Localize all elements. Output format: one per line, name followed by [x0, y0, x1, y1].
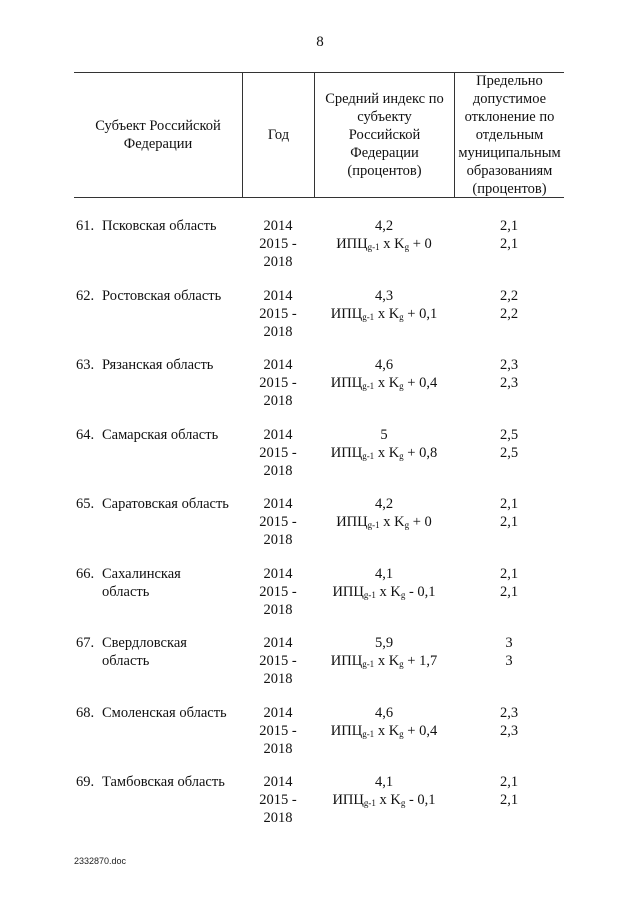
formula-subscript: g [399, 450, 404, 461]
region-name: Рязанская область [102, 357, 214, 373]
formula-multiplier: x K [374, 305, 400, 322]
year-cell [242, 426, 314, 480]
year-line: 2015 - [259, 583, 297, 600]
formula-subscript: g [404, 520, 410, 530]
region-name: Псковская область [102, 218, 217, 234]
formula-prefix: ИПЦ [330, 653, 363, 669]
average-index-cell [314, 356, 454, 392]
formula-subscript: g [399, 311, 404, 322]
year-line: 2014 [263, 635, 293, 651]
year-line: 2014 [263, 565, 293, 582]
deviation-value: 2,3 [499, 357, 519, 373]
year-cell [242, 704, 314, 758]
deviation-value: 2,2 [499, 305, 519, 322]
deviation-value: 3 [505, 653, 513, 669]
formula-subscript: g [404, 242, 410, 252]
year-line: 2018 [263, 532, 293, 548]
header-year: Год [242, 73, 314, 197]
formula-subscript: g [400, 798, 406, 808]
max-deviation-cell [454, 634, 564, 670]
formula-adjustment: + 1,7 [403, 653, 438, 669]
average-index-cell [314, 495, 454, 531]
table-row [74, 217, 564, 283]
deviation-value: 2,3 [499, 375, 519, 391]
page-number: 8 [316, 34, 324, 50]
deviation-value: 2,1 [499, 218, 519, 234]
index-formula [314, 444, 454, 462]
formula-prefix: ИПЦ [330, 375, 363, 391]
formula-multiplier: x K [374, 375, 400, 391]
formula-subscript: g [399, 728, 404, 739]
year-line: 2015 - [259, 305, 297, 322]
year-line: 2014 [263, 218, 293, 234]
formula-subscript: g-1 [363, 589, 376, 600]
formula-adjustment: + 0,8 [403, 444, 438, 461]
table-row [74, 495, 564, 561]
year-line: 2018 [263, 393, 293, 409]
year-line: 2015 - [259, 444, 297, 461]
max-deviation-cell [454, 217, 564, 253]
year-cell [242, 773, 314, 827]
year-line: 2018 [263, 671, 293, 687]
tariff-table [74, 72, 564, 826]
table-row [74, 634, 564, 700]
max-deviation-cell [454, 426, 564, 462]
year-line: 2014 [263, 704, 293, 721]
year-line: 2018 [263, 601, 293, 618]
formula-multiplier: x K [379, 514, 405, 530]
formula-subscript: g-1 [363, 798, 376, 808]
year-line: 2018 [263, 323, 293, 340]
max-deviation-cell [454, 565, 564, 601]
table-row [74, 426, 564, 492]
average-index-cell [314, 773, 454, 809]
formula-subscript: g [399, 659, 404, 669]
row-number: 63. [76, 357, 95, 373]
deviation-value: 2,1 [499, 514, 519, 530]
formula-subscript: g-1 [362, 450, 375, 461]
index-formula [314, 583, 454, 601]
max-deviation-cell [454, 773, 564, 809]
deviation-value: 2,5 [499, 444, 519, 461]
row-number: 65. [76, 496, 95, 512]
index-formula [314, 722, 454, 740]
year-line: 2015 - [259, 514, 297, 530]
formula-multiplier: x K [375, 792, 401, 808]
index-formula [314, 791, 454, 809]
index-2014: 4,3 [374, 287, 394, 304]
deviation-value: 2,1 [499, 565, 519, 582]
index-formula [314, 235, 454, 253]
formula-subscript: g-1 [362, 728, 375, 739]
deviation-value: 2,2 [499, 287, 519, 304]
year-line: 2015 - [259, 722, 297, 739]
deviation-value: 2,5 [499, 426, 519, 443]
year-line: 2018 [263, 462, 293, 479]
formula-multiplier: x K [375, 583, 401, 600]
index-2014: 4,6 [374, 357, 394, 373]
formula-multiplier: x K [374, 444, 400, 461]
formula-adjustment: + 0 [409, 236, 432, 252]
formula-prefix: ИПЦ [332, 583, 364, 600]
formula-adjustment: + 0 [409, 514, 432, 530]
formula-prefix: ИПЦ [336, 236, 368, 252]
formula-multiplier: x K [374, 722, 400, 739]
year-line: 2015 - [259, 236, 297, 252]
year-cell [242, 565, 314, 619]
index-formula [314, 652, 454, 670]
row-number: 62. [76, 287, 95, 304]
year-cell [242, 287, 314, 341]
year-cell [242, 634, 314, 688]
formula-subscript: g-1 [362, 659, 375, 669]
header-max-deviation: Предельно допустимое отклонение по отдельным муниципальным образованиям (процентов) [454, 73, 564, 197]
year-cell [242, 356, 314, 410]
row-number: 66. [76, 565, 95, 582]
average-index-cell [314, 634, 454, 670]
table-header [74, 72, 564, 198]
table-row [74, 565, 564, 631]
formula-adjustment: - 0,1 [405, 583, 436, 600]
deviation-value: 2,3 [499, 704, 519, 721]
formula-multiplier: x K [374, 653, 400, 669]
row-number: 67. [76, 635, 95, 651]
max-deviation-cell [454, 495, 564, 531]
deviation-value: 2,1 [499, 496, 519, 512]
year-line: 2018 [263, 740, 293, 757]
formula-prefix: ИПЦ [336, 514, 368, 530]
formula-subscript: g [399, 381, 404, 391]
average-index-cell [314, 287, 454, 323]
region-name: Сахалинская область [102, 565, 181, 600]
year-line: 2015 - [259, 792, 297, 808]
year-line: 2018 [263, 254, 293, 270]
year-line: 2015 - [259, 653, 297, 669]
table-row [74, 287, 564, 353]
row-number: 68. [76, 704, 95, 721]
table-row [74, 773, 564, 839]
index-2014: 5,9 [374, 635, 394, 651]
row-number: 61. [76, 218, 95, 234]
formula-prefix: ИПЦ [330, 305, 363, 322]
year-line: 2014 [263, 426, 293, 443]
deviation-value: 2,1 [499, 774, 519, 790]
index-2014: 4,2 [374, 218, 394, 234]
region-name: Смоленская область [102, 704, 227, 721]
index-2014: 4,6 [374, 704, 394, 721]
formula-adjustment: + 0,4 [403, 722, 438, 739]
region-name: Ростовская область [102, 287, 222, 304]
year-line: 2014 [263, 287, 293, 304]
year-line: 2014 [263, 774, 293, 790]
index-2014: 4,1 [374, 565, 394, 582]
header-subject: Субъект Российской Федерации [95, 118, 221, 152]
deviation-value: 2,1 [499, 583, 519, 600]
deviation-value: 3 [505, 635, 513, 651]
max-deviation-cell [454, 704, 564, 740]
region-name: Саратовская область [102, 496, 229, 512]
max-deviation-cell [454, 287, 564, 323]
index-formula [314, 513, 454, 531]
formula-subscript: g-1 [362, 311, 375, 322]
formula-subscript: g-1 [367, 242, 380, 252]
year-cell [242, 217, 314, 271]
year-line: 2014 [263, 357, 293, 373]
document-filename: 2332870.doc [74, 856, 127, 866]
year-line: 2014 [263, 496, 293, 512]
index-formula [314, 305, 454, 323]
index-2014: 4,2 [374, 496, 394, 512]
formula-subscript: g [400, 589, 406, 600]
formula-adjustment: - 0,1 [405, 792, 436, 808]
index-2014: 5 [380, 426, 388, 443]
row-number: 64. [76, 426, 95, 443]
header-average-index: Средний индекс по субъекту Российской Федерации (процентов) [314, 73, 454, 197]
average-index-cell [314, 426, 454, 462]
max-deviation-cell [454, 356, 564, 392]
year-line: 2018 [263, 810, 293, 826]
average-index-cell [314, 217, 454, 253]
formula-subscript: g-1 [367, 520, 380, 530]
formula-prefix: ИПЦ [330, 444, 363, 461]
formula-adjustment: + 0,4 [403, 375, 438, 391]
region-name: Свердловская область [102, 635, 187, 669]
deviation-value: 2,1 [499, 236, 519, 252]
formula-prefix: ИПЦ [332, 792, 364, 808]
row-number: 69. [76, 774, 95, 790]
index-2014: 4,1 [374, 774, 394, 790]
formula-subscript: g-1 [362, 381, 375, 391]
region-name: Самарская область [102, 426, 219, 443]
deviation-value: 2,1 [499, 792, 519, 808]
year-cell [242, 495, 314, 549]
region-name: Тамбовская область [102, 774, 225, 790]
year-line: 2015 - [259, 375, 297, 391]
deviation-value: 2,3 [499, 722, 519, 739]
average-index-cell [314, 565, 454, 601]
formula-multiplier: x K [379, 236, 405, 252]
formula-prefix: ИПЦ [330, 722, 363, 739]
table-row [74, 704, 564, 770]
formula-adjustment: + 0,1 [403, 305, 438, 322]
average-index-cell [314, 704, 454, 740]
index-formula [314, 374, 454, 392]
table-row [74, 356, 564, 422]
